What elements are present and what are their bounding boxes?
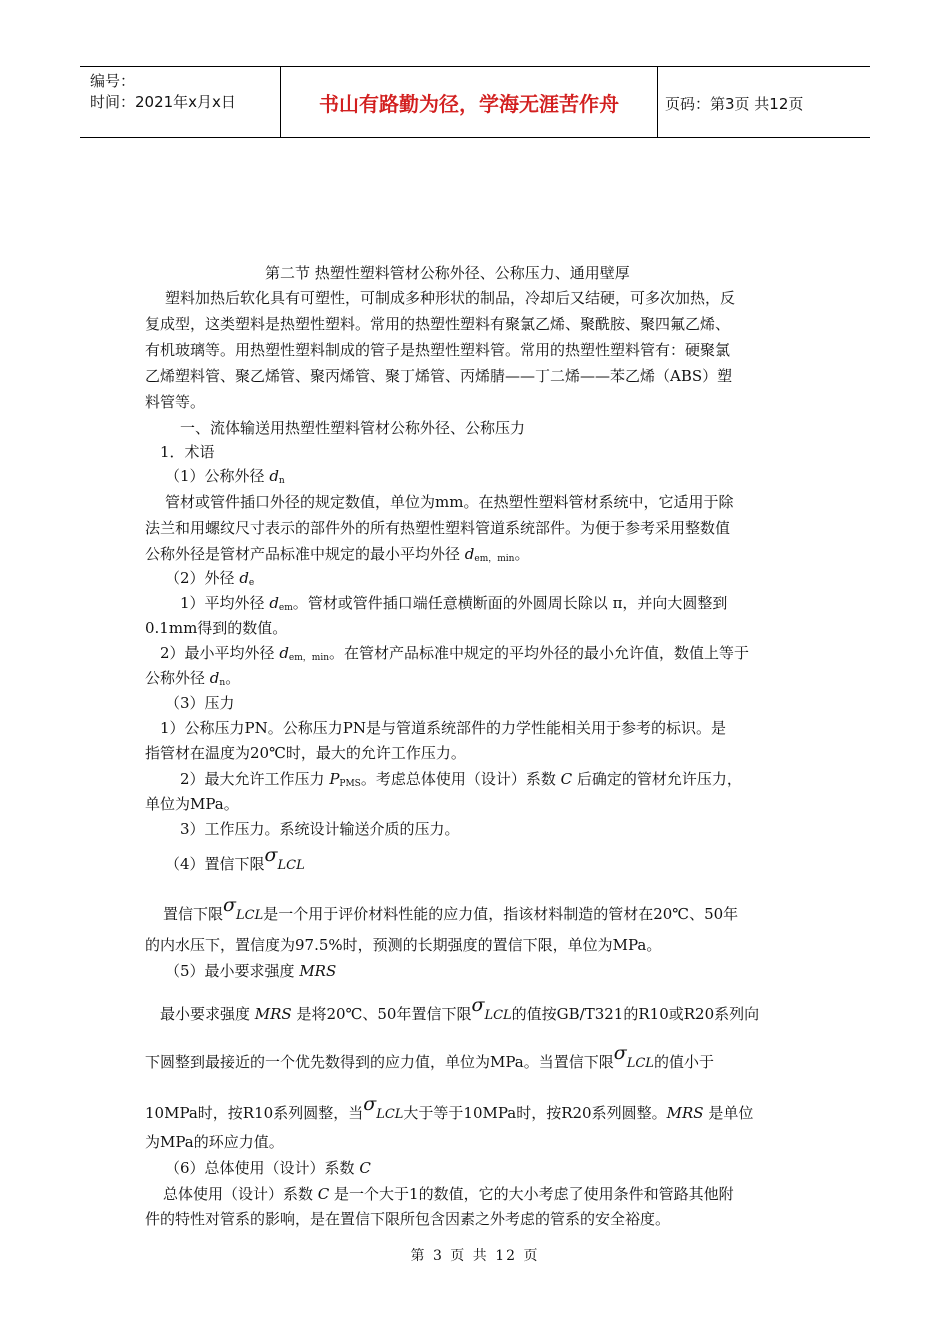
term-3-heading: （3）压力 (165, 694, 235, 712)
header-meta (80, 67, 280, 137)
term-6-heading: （6）总体使用（设计）系数 C (165, 1159, 371, 1177)
page-header (80, 66, 870, 138)
term-5-body: 10MPa时，按R10系列圆整，当σLCL大于等于10MPa时，按R20系列圆整。MRS 是单位 (145, 1093, 754, 1122)
term-2-heading: （2）外径 $d_e$ (165, 569, 255, 588)
heading-1: 一、流体输送用热塑性塑料管材公称外径、公称压力 (180, 419, 526, 437)
term-2-a: 1）平均外径 $d_{em}$。管材或管件插口端任意横断面的外圆周长除以 π，并向大圆整到 (180, 594, 728, 613)
term-6-body: 总体使用（设计）系数 C 是一个大于1的数值，它的大小考虑了使用条件和管路其他附 (163, 1185, 734, 1203)
term-1-body: 管材或管件插口外径的规定数值，单位为mm。在热塑性塑料管材系统中，它适用于除 (165, 493, 734, 511)
intro-line: 乙烯塑料管、聚乙烯管、聚丙烯管、聚丁烯管、丙烯腈——丁二烯——苯乙烯（ABS）塑 (145, 367, 733, 385)
term-3-b2: 单位为MPa。 (145, 795, 239, 813)
time-label: 时间：2021年x月x日 (90, 93, 236, 111)
page-footer: 第 3 页 共 12 页 (410, 1248, 540, 1264)
intro-line: 有机玻璃等。用热塑性塑料制成的管子是热塑性塑料管。常用的热塑性塑料管有：硬聚氯 (145, 341, 731, 359)
term-1-body: 公称外径是管材产品标准中规定的最小平均外径 $d_{em,min}$。 (145, 545, 530, 564)
term-2-a2: 0.1mm得到的数值。 (145, 619, 288, 637)
header-divider (657, 67, 658, 137)
term-5-body: 下圆整到最接近的一个优先数得到的应力值，单位为MPa。当置信下限σLCL的值小于 (145, 1042, 714, 1071)
term-4-body: 的内水压下，置信度为97.5%时，预测的长期强度的置信下限，单位为MPa。 (145, 936, 662, 954)
header-page-info: 页码：第3页 共12页 (665, 95, 804, 113)
intro-line: 料管等。 (145, 393, 206, 411)
term-3-b: 2）最大允许工作压力 $P_{PMS}$。考虑总体使用（设计）系数 C 后确定的管材允许压力， (180, 770, 742, 789)
term-2-b2: 公称外径 $d_n$。 (145, 669, 241, 688)
header-motto: 书山有路勤为径，学海无涯苦作舟 (319, 91, 619, 116)
term-1-heading: （1）公称外径 $d_n$ (165, 467, 285, 486)
section-title: 第二节 热塑性塑料管材公称外径、公称压力、通用壁厚 (265, 264, 630, 282)
term-4-body: 置信下限σLCL是一个用于评价材料性能的应力值，指该材料制造的管材在20℃、50年 (163, 894, 739, 923)
term-5-body: 为MPa的环应力值。 (145, 1133, 284, 1151)
term-3-a: 指管材在温度为20℃时，最大的允许工作压力。 (145, 744, 466, 762)
term-2-b: 2）最小平均外径 $d_{em,min}$。在管材产品标准中规定的平均外径的最小允许值，数值上等于 (160, 644, 750, 663)
term-5-heading: （5）最小要求强度 MRS (165, 962, 337, 980)
term-3-a: 1）公称压力PN。公称压力PN是与管道系统部件的力学性能相关用于参考的标识。是 (160, 719, 726, 737)
term-3-c: 3）工作压力。系统设计输送介质的压力。 (180, 820, 460, 838)
heading-terms: 1．术语 (160, 443, 215, 461)
term-6-body: 件的特性对管系的影响，是在置信下限所包含因素之外考虑的管系的安全裕度。 (145, 1210, 671, 1228)
intro-line: 塑料加热后软化具有可塑性，可制成多种形状的制品，冷却后又结硬，可多次加热，反 (165, 289, 736, 307)
term-1-body: 法兰和用螺纹尺寸表示的部件外的所有热塑性塑料管道系统部件。为便于参考采用整数值 (145, 519, 731, 537)
term-5-body: 最小要求强度 MRS 是将20℃、50年置信下限σLCL的值按GB/T321的R10或R20系列向 (160, 994, 760, 1023)
code-label: 编号： (90, 72, 136, 90)
intro-line: 复成型，这类塑料是热塑性塑料。常用的热塑性塑料有聚氯乙烯、聚酰胺、聚四氟乙烯、 (145, 315, 731, 333)
term-4-heading: （4）置信下限σLCL (165, 844, 305, 873)
